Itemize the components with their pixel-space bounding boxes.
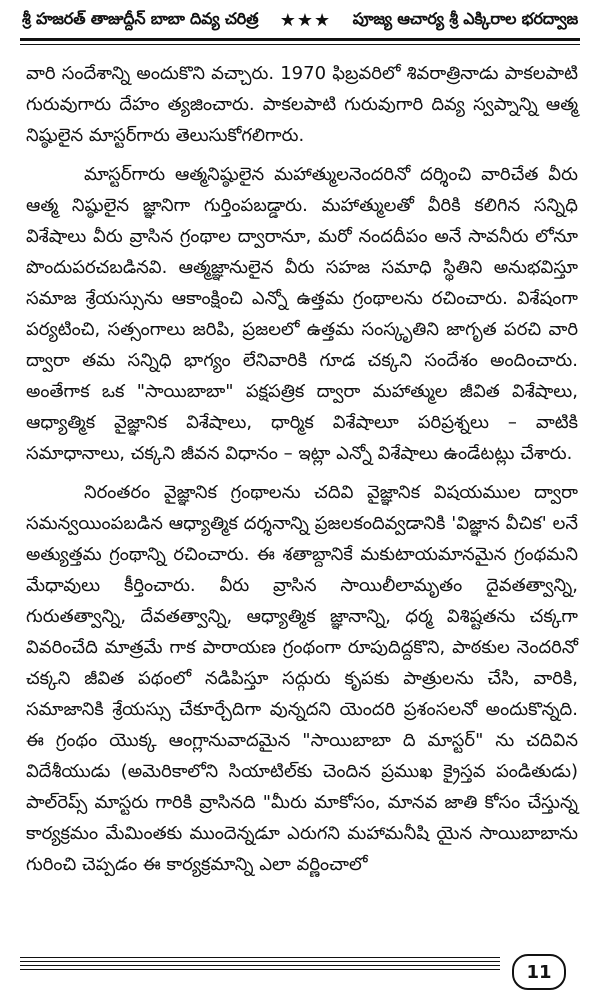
- footer-rule-4: [20, 969, 500, 970]
- running-header: [22, 4, 578, 36]
- author-name: పూజ్య ఆచార్య శ్రీ ఎక్కిరాల భరద్వాజ: [352, 8, 578, 28]
- paragraph-2: మాస్టర్‌గారు ఆత్మనిష్ఠులైన మహాత్ములనెందరినో దర్శించి వారిచేత వీరు ఆత్మ నిష్ఠులైన జ్ఞానిగా గుర్తింపబడ్డారు. మహాత్ములతో వీరికి కలిగిన సన్నిధి విశేషాలు వీరు వ్రాసిన గ్రంథాల ద్వారానూ, మరో నందదీపం అనే సావనీరు లోనూ పొందుపరచబడినవి. ఆత్మజ్ఞానులైన వీరు సహజ సమాధి స్థితిని అనుభవిస్తూ సమాజ శ్రేయస్సును ఆకాంక్షించి ఎన్నో ఉత్తమ గ్రంథాలను రచించారు. విశేషంగా పర్యటించి, సత్సంగాలు జరిపి, ప్రజలలో ఉత్తమ సంస్కృతిని జాగృత పరచి వారి ద్వారా తమ సన్నిధి భాగ్యం లేనివారికి గూడ చక్కని సందేశం అందించారు. అంతేగాక ఒక "సాయిబాబా" పక్షపత్రిక ద్వారా మహాత్ముల జీవిత విశేషాలు, ఆధ్యాత్మిక వైజ్ఞానిక విశేషాలు, ధార్మిక విశేషాలూ పరిప్రశ్నలు – వాటికి సమాధానాలు, చక్కని జీవన విధానం – ఇట్లా ఎన్నో విశేషాలు ఉండేటట్లు చేశారు.: [26, 164, 578, 464]
- star-ornament-icon: ★★★: [279, 9, 332, 31]
- body-text: [26, 58, 578, 880]
- page-number: 11: [512, 954, 566, 990]
- footer-rule-2: [20, 961, 500, 962]
- footer-rule-3: [20, 965, 500, 966]
- paragraph-3: నిరంతరం వైజ్ఞానిక గ్రంథాలను చదివి వైజ్ఞానిక విషయముల ద్వారా సమన్వయింపబడిన ఆధ్యాత్మిక దర్శనాన్ని ప్రజలకందివ్వడానికి 'విజ్ఞాన వీచిక' లనే అత్యుత్తమ గ్రంథాన్ని రచించారు. ఈ శతాబ్దానికే మకుటాయమానమైన గ్రంథమని మేధావులు కీర్తించారు. వీరు వ్రాసిన సాయిలీలామృతం దైవతత్వాన్ని, గురుతత్వాన్ని, దేవతత్వాన్ని, ఆధ్యాత్మిక జ్ఞానాన్ని, ధర్మ విశిష్టతను చక్కగా వివరించేది మాత్రమే గాక పారాయణ గ్రంథంగా రూపుదిద్దకొని, పాఠకుల నెందరినో చక్కని జీవిత పథంలో నడిపిస్తూ సద్గురు కృపకు పాత్రులను చేసి, వారికి, సమాజానికి శ్రేయస్సు చేకూర్చేదిగా వున్నదని యెందరి ప్రశంసలనో అందుకొన్నది. ఈ గ్రంథం యొక్క ఆంగ్లానువాదమైన "సాయిబాబా ది మాస్టర్" ను చదివిన విదేశీయుడు (అమెరికాలోని సియాటిల్‌కు చెందిన ప్రముఖ క్రైస్తవ పండితుడు) పాల్‌రెప్స్ మాస్టరు గారికి వ్రాసినది "మీరు మాకోసం, మానవ జాతి కోసం చేస్తున్న కార్యక్రమం మేమింతకు ముందెన్నడూ ఎరుగని మహామనీషి యైన సాయిబాబాను గురించి చెప్పడం ఈ కార్యక్రమాన్ని ఎలా వర్ణించాలో: [26, 482, 578, 875]
- header-rule-thin: [20, 44, 580, 45]
- footer-rule-1: [20, 957, 500, 958]
- header-rule-thick: [20, 38, 580, 41]
- paragraph-1: వారి సందేశాన్ని అందుకొని వచ్చారు. 1970 ఫిబ్రవరిలో శివరాత్రినాడు పాకలపాటి గురువుగారు దేహం త్యజించారు. పాకలపాటి గురువుగారి దివ్య స్వప్నాన్ని ఆత్మ నిష్ఠులైన మాస్టర్‌గారు తెలుసుకోగలిగారు.: [26, 63, 578, 146]
- book-title: శ్రీ హజరత్ తాజుద్దీన్ బాబా దివ్య చరిత్ర: [22, 8, 259, 28]
